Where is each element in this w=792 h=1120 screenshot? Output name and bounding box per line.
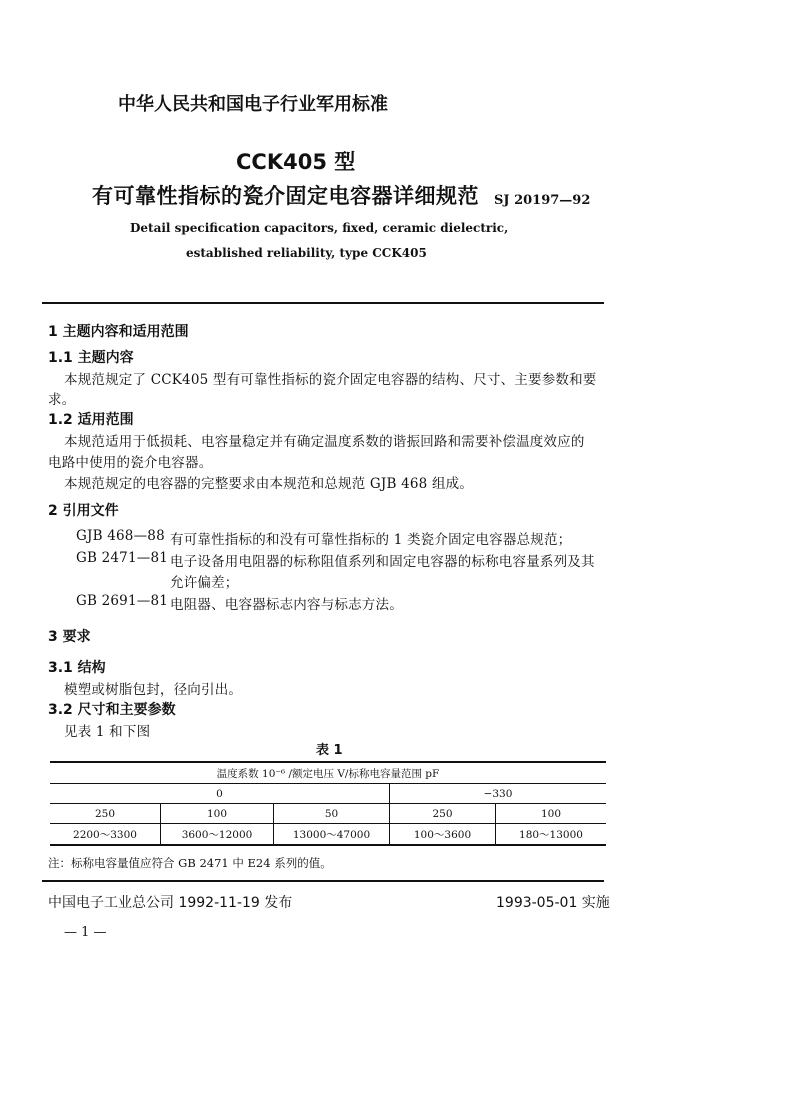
capacitance-range-cell: 100～3600 [390, 824, 496, 846]
issuing-standard-line: 中华人民共和国电子行业军用标准 [118, 94, 388, 115]
document-title: 有可靠性指标的瓷介固定电容器详细规范 [92, 184, 479, 208]
rated-voltage-cell: 100 [161, 804, 274, 824]
section-1-2-text: 本规范适用于低损耗、电容量稳定并有确定温度系数的谐振回路和需要补偿温度效应的 [64, 434, 585, 450]
section-1-1-heading: 1.1 主题内容 [48, 350, 134, 366]
capacitance-range-cell: 180～13000 [496, 824, 607, 846]
section-1-2-heading: 1.2 适用范围 [48, 412, 134, 428]
section-2-heading: 2 引用文件 [48, 503, 119, 519]
reference-code: GJB 468—88 [76, 528, 165, 544]
reference-description-cont: 允许偏差； [170, 575, 239, 591]
rated-voltage-cell: 100 [496, 804, 607, 824]
section-3-2-text: 见表 1 和下图 [64, 724, 151, 740]
english-title-line1: Detail specification capacitors, fixed, ceramic dielectric, [130, 221, 509, 235]
capacitance-range-cell: 3600～12000 [161, 824, 274, 846]
issue-date: 中国电子工业总公司 1992-11-19 发布 [48, 895, 293, 911]
section-3-heading: 3 要求 [48, 629, 91, 645]
rated-voltage-cell: 50 [274, 804, 390, 824]
standard-number: SJ 20197—92 [494, 193, 591, 208]
table-header: 温度系数 10⁻⁶ /额定电压 V/标称电容量范围 pF [50, 762, 606, 784]
rated-voltage-cell: 250 [390, 804, 496, 824]
effective-date: 1993-05-01 实施 [496, 895, 610, 911]
model-title: CCK405 型 [236, 150, 356, 174]
header-divider [42, 302, 604, 304]
capacitance-range-cell: 2200～3300 [50, 824, 161, 846]
reference-code: GB 2691—81 [76, 593, 169, 609]
section-3-1-text: 模塑或树脂包封，径向引出。 [64, 682, 243, 698]
english-title-line2: established reliability, type CCK405 [186, 246, 427, 260]
section-3-2-heading: 3.2 尺寸和主要参数 [48, 702, 176, 718]
table-note: 注：标称电容量值应符合 GB 2471 中 E24 系列的值。 [48, 856, 332, 870]
parameters-table [50, 761, 606, 846]
section-1-2-text-2: 本规范规定的电容器的完整要求由本规范和总规范 GJB 468 组成。 [64, 476, 474, 492]
capacitance-range-cell: 13000～47000 [274, 824, 390, 846]
section-1-2-text-cont: 电路中使用的瓷介电容器。 [48, 455, 213, 471]
section-1-heading: 1 主题内容和适用范围 [48, 324, 189, 340]
temperature-coefficient-group: −330 [390, 784, 607, 804]
rated-voltage-cell: 250 [50, 804, 161, 824]
section-1-1-text-cont: 求。 [48, 392, 76, 408]
reference-description: 有可靠性指标的和没有可靠性指标的 1 类瓷介固定电容器总规范； [170, 532, 572, 548]
temperature-coefficient-group: 0 [50, 784, 390, 804]
page-number: — 1 — [64, 925, 107, 940]
reference-description: 电子设备用电阻器的标称阻值系列和固定电容器的标称电容量系列及其 [170, 554, 595, 570]
reference-code: GB 2471—81 [76, 550, 169, 566]
section-1-1-text: 本规范规定了 CCK405 型有可靠性指标的瓷介固定电容器的结构、尺寸、主要参数和要 [64, 372, 597, 388]
table-caption: 表 1 [316, 743, 343, 758]
section-3-1-heading: 3.1 结构 [48, 660, 106, 676]
footer-divider [42, 880, 604, 882]
reference-description: 电阻器、电容器标志内容与标志方法。 [170, 597, 403, 613]
